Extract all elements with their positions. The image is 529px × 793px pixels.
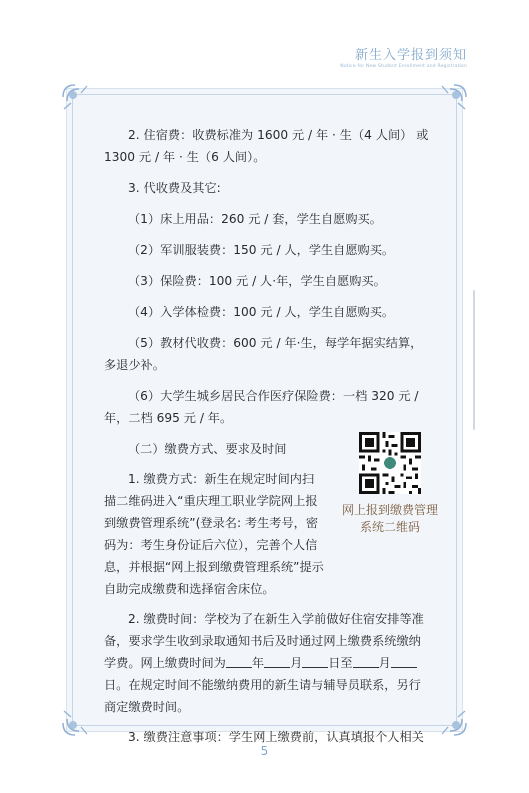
payment-time-text-continued: 在规定时间不能缴纳费用的新生请与辅导员联系，另行商定缴费时间。: [104, 678, 421, 714]
payment-time-month2-label: 月: [378, 656, 391, 670]
paragraph-collected-fees-heading: 3. 代收费及其它:: [128, 181, 221, 195]
payment-time-text: 2. 缴费时间：学校为了在新生入学前做好住宿安排等准备，要求学生收到录取通知书后及时通过网上缴费系统缴纳学费。网上缴费时间为: [104, 612, 424, 670]
corner-ornament-icon: [438, 707, 468, 737]
blank-line: [302, 654, 328, 668]
paragraph-accommodation-fee: 2. 住宿费：收费标准为 1600 元 / 年 · 生（4 人间） 或 1300 元 / 年 · 生（6 人间）。: [104, 128, 429, 164]
paragraph-payment-method: 1. 缴费方式：新生在规定时间内扫描二维码进入“重庆理工职业学院网上报到缴费管理系统”(登录名: 考生考号，密码为：考生身份证后六位），完善个人信息，并根据“网上报到缴费管理系统”提示自助完成缴费和选择宿舍床位。: [104, 472, 324, 596]
list-item: （5）教材代收费：600 元 / 年·生，每学年据实结算，多退少补。: [104, 336, 423, 372]
list-item: （4）入学体检费：100 元 / 人，学生自愿购买。: [128, 305, 395, 319]
payment-time-day-label: 日。: [104, 678, 129, 692]
scrollbar[interactable]: [473, 290, 475, 430]
payment-time-day-to-label: 日至: [328, 656, 353, 670]
document-body: [104, 118, 438, 748]
list-item: （6）大学生城乡居民合作医疗保险费：一档 320 元 / 年，二档 695 元 / 年。: [104, 389, 419, 425]
section-heading: （二）缴费方式、要求及时间: [128, 442, 287, 456]
corner-ornament-icon: [61, 83, 91, 113]
header-subtitle: Notice for New Student Enrollment and Registration: [340, 64, 467, 69]
blank-line: [226, 654, 252, 668]
page-number: 5: [260, 744, 269, 758]
header-title: 新生入学报到须知: [354, 48, 467, 63]
qr-caption: [341, 502, 439, 536]
payment-time-year-label: 年: [251, 656, 265, 670]
qr-caption-line1: 网上报到缴费管理: [341, 503, 438, 517]
blank-line: [391, 654, 417, 668]
list-item: （2）军训服装费：150 元 / 人，学生自愿购买。: [128, 243, 395, 257]
list-item: （1）床上用品：260 元 / 套，学生自愿购买。: [128, 212, 382, 226]
corner-ornament-icon: [61, 707, 91, 737]
qr-code-block: [341, 432, 439, 536]
payment-time-month-label: 月: [290, 656, 303, 670]
blank-line: [353, 654, 379, 668]
corner-ornament-icon: [438, 83, 468, 113]
paragraph-payment-notes: 3. 缴费注意事项：学生网上缴费前，认真填报个人相关: [128, 730, 424, 744]
qr-code-icon[interactable]: [359, 432, 421, 494]
list-item: （3）保险费：100 元 / 人·年，学生自愿购买。: [128, 274, 386, 288]
qr-caption-line2: 系统二维码: [359, 520, 420, 534]
paragraph-payment-time: [104, 608, 430, 718]
blank-line: [264, 654, 290, 668]
